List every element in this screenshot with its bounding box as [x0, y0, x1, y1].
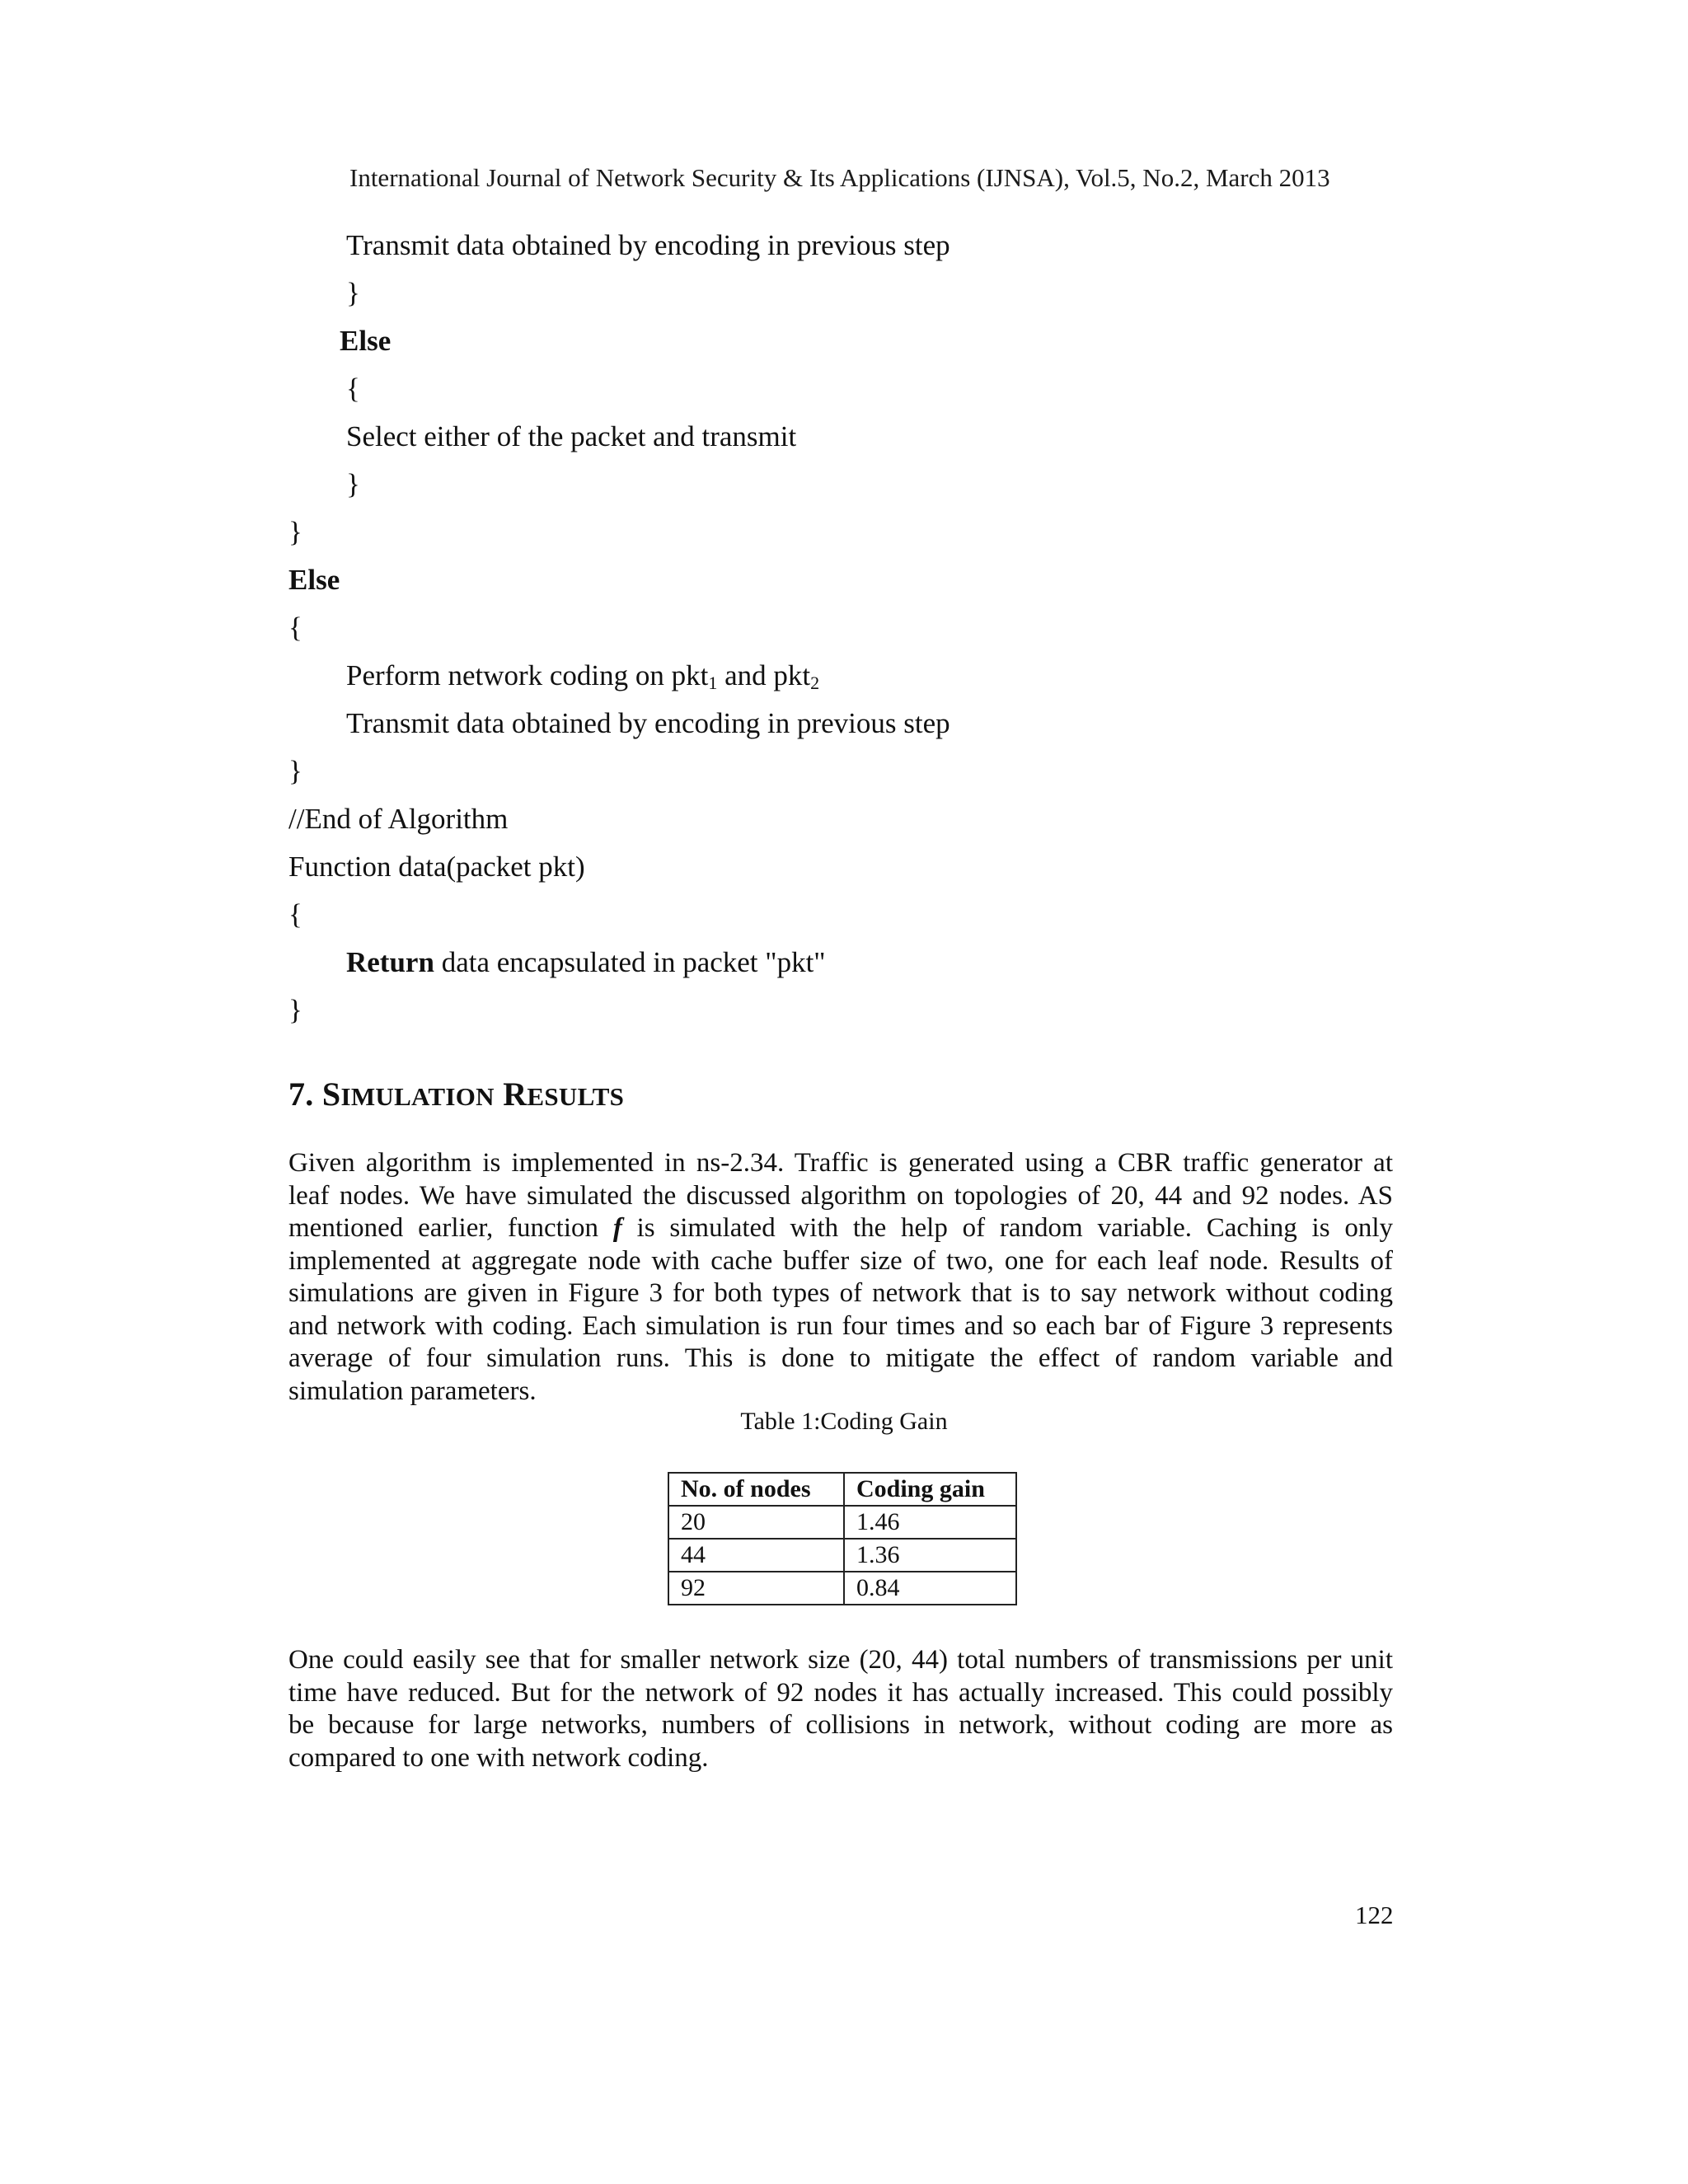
code-line: {	[346, 373, 360, 405]
table-header-row	[668, 1473, 1016, 1506]
heading-smallcaps: ESULTS	[527, 1082, 625, 1111]
paragraph-results-discussion	[288, 1644, 1393, 1774]
table-cell: 44	[668, 1539, 844, 1572]
page-number: 122	[1355, 1900, 1394, 1929]
paragraph-line	[288, 1212, 1393, 1245]
code-text: and pkt	[717, 659, 811, 691]
table-row	[668, 1506, 1016, 1539]
code-keyword-else: Else	[340, 325, 392, 357]
table-cell: 92	[668, 1572, 844, 1605]
code-keyword-return: Return	[346, 946, 434, 978]
code-line: }	[288, 516, 302, 548]
heading-initial: R	[503, 1076, 528, 1113]
running-header: International Journal of Network Security & Its Applications (IJNSA), Vol.5, No.2, March 2013	[349, 163, 1330, 192]
paragraph-line: One could easily see that for smaller network size (20, 44) total numbers of transmissions per unit	[288, 1645, 1393, 1675]
coding-gain-table	[668, 1472, 1017, 1605]
code-line: {	[288, 898, 302, 930]
code-text: data encapsulated in packet "pkt"	[434, 946, 826, 978]
section-number: 7.	[288, 1076, 322, 1113]
paragraph-line: leaf nodes. We have simulated the discussed algorithm on topologies of 20, 44 and 92 nodes. AS	[288, 1180, 1393, 1211]
table-cell: 0.84	[844, 1572, 1016, 1605]
table-cell: 1.46	[844, 1506, 1016, 1539]
table-cell: 1.36	[844, 1539, 1016, 1572]
paragraph-line: implemented at aggregate node with cache buffer size of two, one for each leaf node. Results of	[288, 1245, 1393, 1276]
section-heading	[288, 1075, 624, 1113]
subscript: 2	[810, 673, 820, 693]
table-header-cell: Coding gain	[844, 1473, 1016, 1506]
code-function-signature: Function data(packet pkt)	[288, 851, 585, 883]
table-row	[668, 1539, 1016, 1572]
paragraph-line: time have reduced. But for the network of 92 nodes it has actually increased. This could possibly	[288, 1677, 1393, 1708]
paragraph-line: simulations are given in Figure 3 for both types of network that is to say network without coding	[288, 1278, 1393, 1308]
code-line: Transmit data obtained by encoding in previous step	[346, 707, 950, 739]
table-row	[668, 1572, 1016, 1605]
code-line: }	[346, 468, 360, 500]
table-caption: Table 1:Coding Gain	[740, 1408, 948, 1435]
subscript: 1	[708, 673, 718, 693]
code-keyword-else: Else	[288, 564, 340, 596]
code-line: Select either of the packet and transmit	[346, 420, 797, 452]
paragraph-line: be because for large networks, numbers of collisions in network, without coding are more as	[288, 1710, 1393, 1740]
paragraph-line: Given algorithm is implemented in ns-2.34. Traffic is generated using a CBR traffic generator at	[288, 1148, 1393, 1178]
code-line-return	[346, 946, 826, 979]
paragraph-line: simulation parameters.	[288, 1376, 537, 1406]
code-comment: //End of Algorithm	[288, 803, 509, 835]
code-line: }	[288, 994, 302, 1026]
code-line: Transmit data obtained by encoding in previous step	[346, 229, 950, 261]
function-symbol: f	[612, 1213, 622, 1243]
code-line: {	[288, 612, 302, 644]
table-cell: 20	[668, 1506, 844, 1539]
heading-initial: S	[321, 1076, 341, 1113]
code-line: }	[288, 755, 302, 787]
code-line: }	[346, 277, 360, 309]
paragraph-line: average of four simulation runs. This is done to mitigate the effect of random variable and	[288, 1343, 1393, 1373]
paragraph-line: compared to one with network coding.	[288, 1742, 709, 1773]
code-line-network-coding	[346, 659, 819, 692]
paragraph-simulation-setup	[288, 1147, 1393, 1408]
text: is simulated with the help of random variable. Caching is only	[621, 1213, 1393, 1243]
paragraph-line: and network with coding. Each simulation is run four times and so each bar of Figure 3 represents	[288, 1310, 1393, 1341]
text: mentioned earlier, function	[288, 1213, 613, 1243]
table-header-cell: No. of nodes	[668, 1473, 844, 1506]
heading-smallcaps: IMULATION	[340, 1082, 495, 1111]
code-text: Perform network coding on pkt	[346, 659, 709, 691]
